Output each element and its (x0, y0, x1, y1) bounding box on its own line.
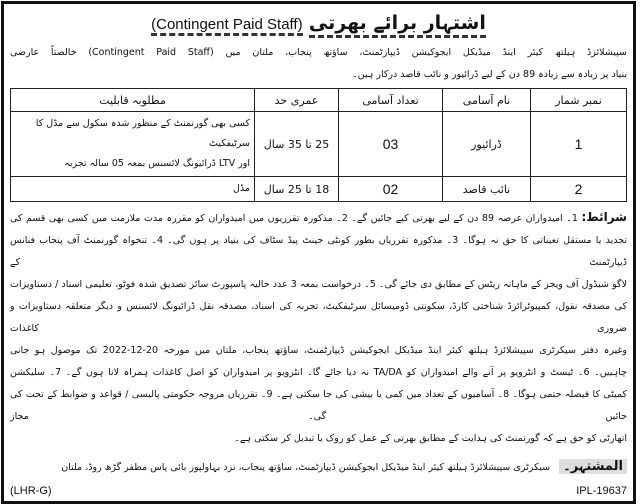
header-qualification: مطلوبہ قابلیت (11, 89, 255, 112)
qualification-cell (11, 112, 255, 177)
serial-cell: 2 (531, 177, 627, 202)
header-age: عمری حد (255, 89, 339, 112)
title-english: (Contingent Paid Staff) (151, 16, 303, 36)
terms-line: وغیرہ دفتر سیکرٹری سپیشلائزڈ ہیلتھ کیئر اینڈ میڈیکل ایجوکیشن ڈیپارٹمنٹ، ساؤتھ پنجاب، ملتان میں مورخہ 20-12-2022 تک موصول ہو جانی (10, 345, 628, 356)
terms-line: لاگو شیڈول آف ویجز کے ماہانہ ریٹس کے مطابق دی جائے گی۔ 5۔ درخواست بمعہ 3 عدد حالیہ پاسپورٹ سائز تصدیق شدہ فوٹو، تعلیمی اسناد / دستاویزات (10, 279, 627, 290)
title-urdu: اشتہار برائے بھرتی (309, 12, 486, 38)
table-row (11, 112, 627, 177)
terms-heading: شرائط: (581, 210, 627, 224)
footer (10, 485, 627, 497)
terms-line: اتھارٹی کو حق ہے کہ گورنمنٹ کی ہدایت کے مطابق بھرتی کے عمل کو روک یا تبدیل کر سکتی ہے۔ (234, 433, 627, 444)
header-serial: نمبر شمار (531, 89, 627, 112)
terms-line: چاہییں۔ 6۔ ٹیسٹ و انٹرویو پر آنے والے امیدواران کو TA/DA نہ دیا جائے گا۔ انٹرویو پر امیدواران کو اصل کاغذات ہمراہ لانا ہوں گے۔ 7۔ سلیکشن (10, 367, 627, 378)
terms-text: 1۔ امیدواران عرصہ 89 دن کے لیے بھرتی کیے جائیں گے۔ 2۔ مذکورہ تقرریوں میں امیدواران کو مقررہ مدت ملازمت میں کسی بھی قسم کی (10, 213, 578, 224)
posts-table (10, 88, 627, 202)
terms-line: تجدید یا مستقل تعیناتی کا حق نہ ہوگا۔ 3۔ مذکورہ تقرریاں بطور کونٹی جینٹ پیڈ سٹاف کی بنیاد پر ہوں گی۔ 4۔ تنخواہ گورنمنٹ آف پنجاب فنانس ڈیپارٹمنٹ کے (10, 235, 627, 268)
header-count: تعداد آسامی (339, 89, 443, 112)
header-post: نام آسامی (443, 89, 531, 112)
table-row (11, 177, 627, 202)
footer-code-right: IPL-19637 (576, 485, 627, 497)
intro-line: بنیاد پر زیادہ سے زیادہ 89 دن کے لیے ڈرائیور و نائب قاصد درکار ہیں۔ (352, 69, 627, 80)
qualification-line: اور LTV ڈرائیونگ لائسنس بمعہ 05 سالہ تجربہ (64, 158, 250, 169)
age-cell: 25 تا 35 سال (255, 112, 339, 177)
table-header-row (11, 89, 627, 112)
serial-cell: 1 (531, 112, 627, 177)
advertiser-text: سیکرٹری سپیشلائزڈ ہیلتھ کیئر اینڈ میڈیکل ایجوکیشن ڈیپارٹمنٹ، ساؤتھ پنجاب، نزد بہاولپور بائی پاس مظفر گڑھ روڈ، ملتان (61, 462, 551, 473)
age-cell: 18 تا 25 سال (255, 177, 339, 202)
advertiser-line (10, 456, 627, 479)
post-cell: نائب قاصد (443, 177, 531, 202)
intro-line: سپیشلائزڈ ہیلتھ کیئر اینڈ میڈیکل ایجوکیشن ڈیپارٹمنٹ، ساؤتھ پنجاب، ملتان میں (Contingent Paid Staff) خالصتاً عارضی (10, 47, 627, 58)
count-cell: 02 (339, 177, 443, 202)
count-cell: 03 (339, 112, 443, 177)
qualification-cell: مڈل (11, 177, 255, 202)
terms-line: کی مصدقہ نقول، کمپیوٹرائزڈ شناختی کارڈ، سکونتی ڈومیسائل سرٹیفکیٹ، تجربہ کی اسناد، مصدقہ نقل ڈرائیونگ لائسنس و دیگر متعلقہ دستاویزات و ضروری کاغذات (10, 301, 627, 334)
advertiser-label: المشتہر۔ (559, 459, 627, 474)
footer-code-left: (LHR-G) (10, 485, 52, 497)
terms-line (10, 206, 627, 230)
terms-line: کمیٹی کا فیصلہ حتمی ہوگا۔ 8۔ آسامیوں کے تعداد میں کمی یا بیشی کی جا سکتی ہے۔ 9۔ تقرریاں مروجہ حکومتی پالیسی / قواعد و ضوابط کے تحت کی جائیں گی۔ مجاز (10, 389, 627, 422)
ad-title (10, 12, 627, 34)
qualification-line: کسی بھی گورنمنٹ کے منظور شدہ سکول سے مڈل کا سرٹیفکیٹ (35, 118, 250, 149)
advertisement (1, 1, 636, 504)
post-cell: ڈرائیور (443, 112, 531, 177)
